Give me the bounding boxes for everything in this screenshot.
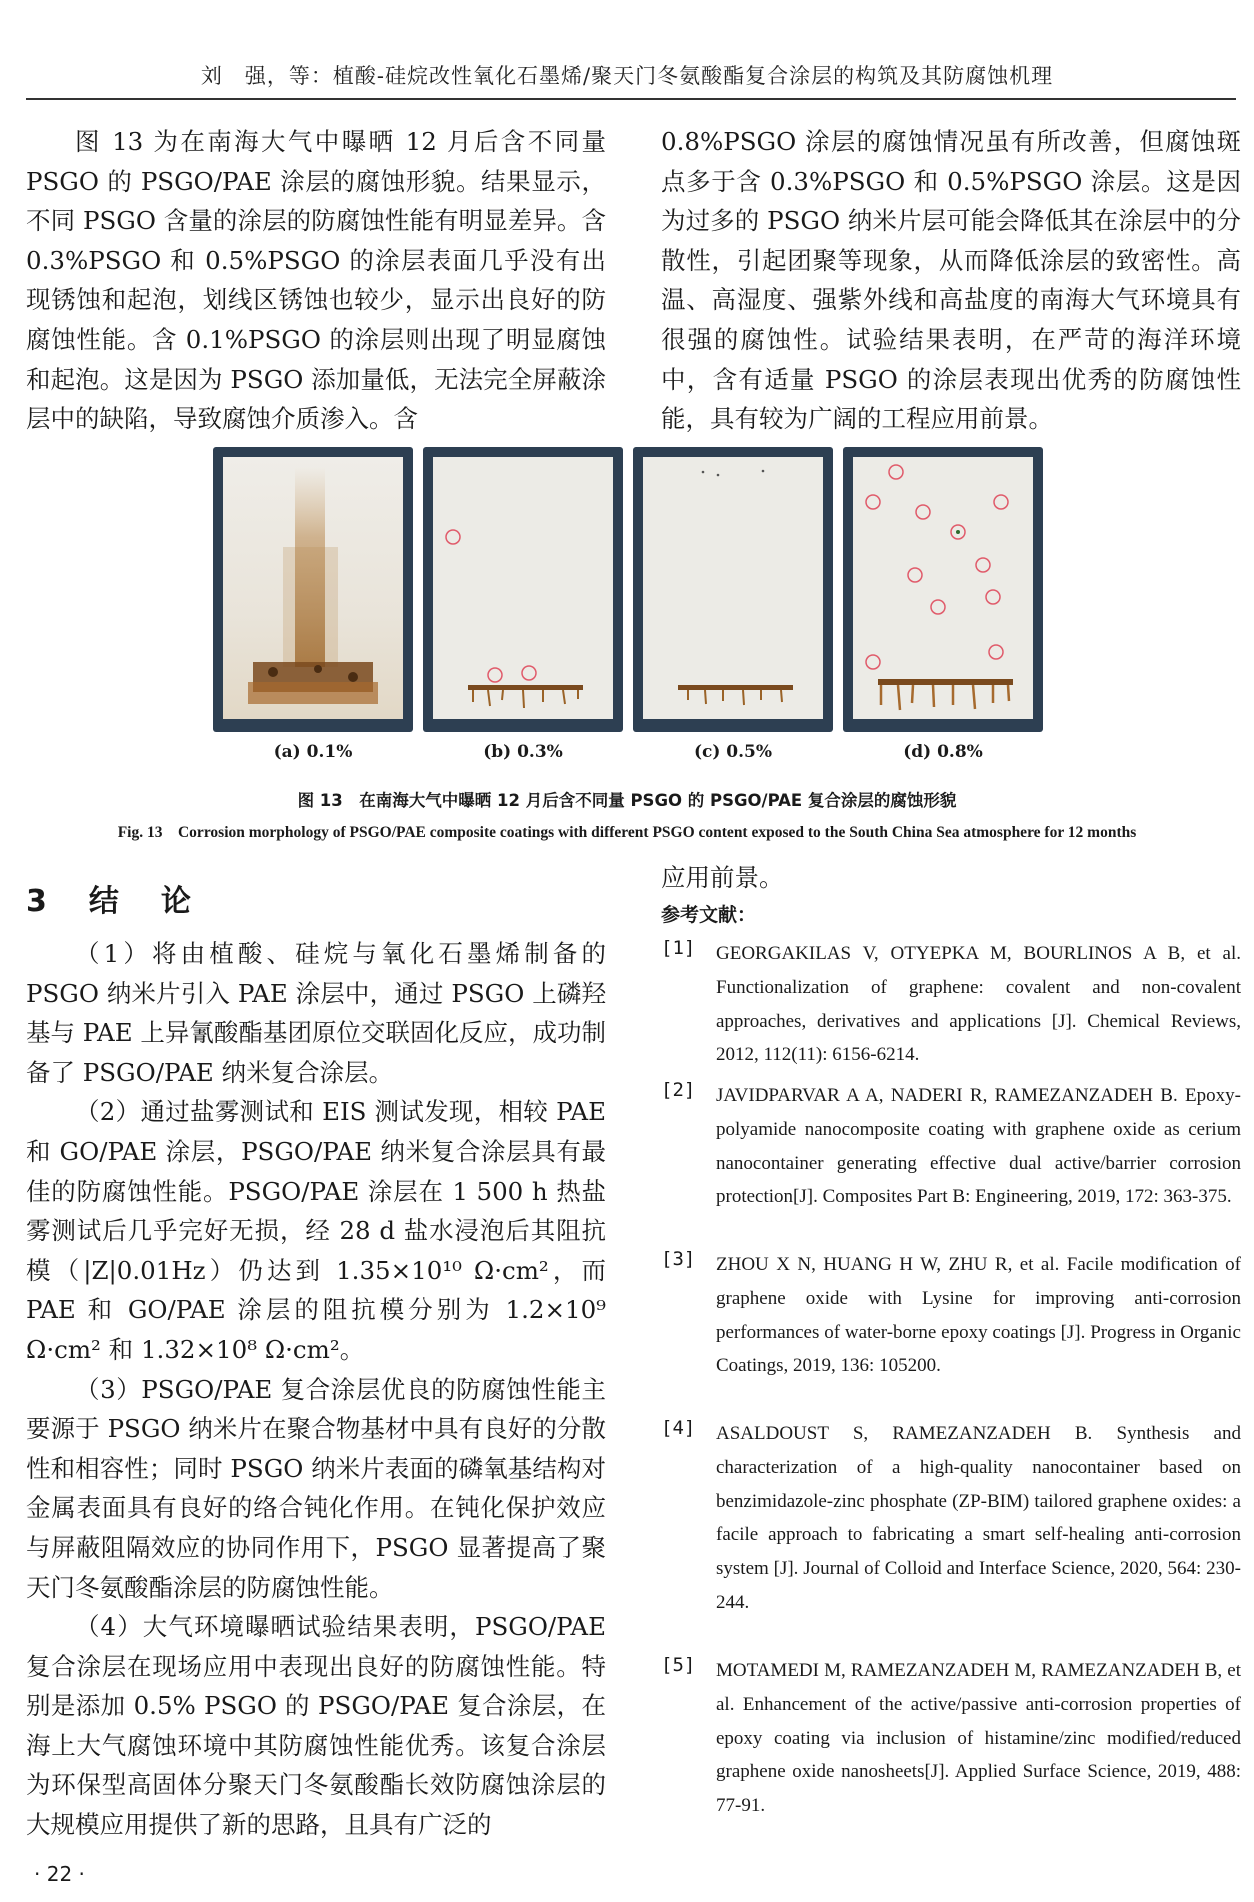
page-number: · 22 · bbox=[34, 1862, 85, 1886]
figure-panel-b bbox=[423, 447, 623, 732]
figure-caption-en: Fig. 13 Corrosion morphology of PSGO/PAE composite coatings with different PSGO content exposed to the South China Sea atmosphere for 12 months bbox=[117, 824, 1137, 841]
corrosion-image-c bbox=[643, 457, 823, 719]
conclusion-item-2: （2）通过盐雾测试和 EIS 测试发现，相较 PAE 和 GO/PAE 涂层，PSGO/PAE 纳米复合涂层具有最佳的防腐蚀性能。PSGO/PAE 涂层在 1 500 h 热盐雾测试后几乎完好无损，经 28 d 盐水浸泡后其阻抗模（|Z|0.01Hz）仍达到 1.35×10¹⁰ Ω·cm²，而 PAE 和 GO/PAE 涂层的阻抗模分别为 1.2×10⁹ Ω·cm² 和 1.32×10⁸ Ω·cm²。 bbox=[26, 1097, 606, 1364]
reference-number: [3] bbox=[661, 1248, 696, 1270]
panel-label-a: (a) 0.1% bbox=[273, 742, 353, 762]
reference-text: ASALDOUST S, RAMEZANZADEH B. Synthesis and characterization of a high-quality nanocontainer based on benzimidazole-zinc phosphate (ZP-BIM) tailored graphene oxides: a facile approach to fabricating a smart self-healing anti-corrosion system [J]. Journal of Colloid and Interface Science, 2020, 564: 230-244. bbox=[716, 1423, 1241, 1613]
conclusion-continuation bbox=[661, 858, 1241, 898]
figure-panel-c bbox=[633, 447, 833, 732]
reference-number: [1] bbox=[661, 937, 696, 959]
right-top-column bbox=[661, 122, 1241, 439]
corrosion-image-b bbox=[433, 457, 613, 719]
panel-label-c: (c) 0.5% bbox=[693, 742, 773, 762]
reference-text: GEORGAKILAS V, OTYEPKA M, BOURLINOS A B, et al. Functionalization of graphene: covalent and non-covalent approaches, derivatives and applications [J]. Chemical Reviews, 2012, 112(11): 6156-6214. bbox=[716, 943, 1241, 1066]
reference-text: JAVIDPARVAR A A, NADERI R, RAMEZANZADEH B. Epoxy-polyamide nanocomposite coating with graphene oxide as cerium nanocontainer generating effective dual active/barrier corrosion protection[J]. Composites Part B: Engineering, 2019, 172: 363-375. bbox=[716, 1085, 1241, 1208]
left-top-column bbox=[26, 122, 606, 439]
reference-number: [2] bbox=[661, 1079, 696, 1101]
conclusion-item-3: （3）PSGO/PAE 复合涂层优良的防腐蚀性能主要源于 PSGO 纳米片在聚合物基材中具有良好的分散性和相容性；同时 PSGO 纳米片表面的磷氧基结构对金属表面具有良好的络合钝化作用。在钝化保护效应与屏蔽阻隔效应的协同作用下，PSGO 显著提高了聚天门冬氨酸酯涂层的防腐蚀性能。 bbox=[26, 1374, 606, 1602]
reference-number: [5] bbox=[661, 1654, 696, 1676]
coating-plate-a bbox=[223, 457, 403, 719]
running-header: 刘 强，等：植酸-硅烷改性氧化石墨烯/聚天门冬氨酸酯复合涂层的构筑及其防腐蚀机理 bbox=[200, 64, 1054, 88]
section-heading-conclusion: 3 结 论 bbox=[26, 884, 197, 919]
paragraph-fig13-continued: 0.8%PSGO 涂层的腐蚀情况虽有所改善，但腐蚀斑点多于含 0.3%PSGO 和 0.5%PSGO 涂层。这是因为过多的 PSGO 纳米片层可能会降低其在涂层中的分散性，引起团聚等现象，从而降低涂层的致密性。高温、高湿度、强紫外线和高盐度的南海大气环境具有很强的腐蚀性。试验结果表明，在严苛的海洋环境中，含有适量 PSGO 的涂层表现出优秀的防腐蚀性能，具有较为广阔的工程应用前景。 bbox=[661, 127, 1241, 434]
figure-panel-d bbox=[843, 447, 1043, 732]
corrosion-image-d bbox=[853, 457, 1033, 719]
conclusion-continuation-text: 应用前景。 bbox=[661, 863, 784, 892]
coating-plate-c bbox=[643, 457, 823, 719]
figure-caption-cn: 图 13 在南海大气中曝晒 12 月后含不同量 PSGO 的 PSGO/PAE 复合涂层的腐蚀形貌 bbox=[297, 791, 957, 810]
conclusion-item-4: （4）大气环境曝晒试验结果表明，PSGO/PAE 复合涂层在现场应用中表现出良好的防腐蚀性能。特别是添加 0.5% PSGO 的 PSGO/PAE 复合涂层，在海上大气腐蚀环境中其防腐蚀性能优秀。该复合涂层为环保型高固体分聚天门冬氨酸酯长效防腐蚀涂层的大规模应用提供了新的思路，且具有广泛的 bbox=[26, 1612, 606, 1840]
panel-label-b: (b) 0.3% bbox=[483, 742, 563, 762]
header-rule bbox=[26, 98, 1236, 100]
reference-number: [4] bbox=[661, 1417, 696, 1439]
coating-plate-d bbox=[853, 457, 1033, 719]
reference-text: MOTAMEDI M, RAMEZANZADEH M, RAMEZANZADEH B, et al. Enhancement of the active/passive anti-corrosion properties of epoxy coating via inclusion of histamine/zinc modified/reduced graphene oxide nanosheets[J]. Applied Surface Science, 2019, 488: 77-91. bbox=[716, 1660, 1241, 1817]
figure-13 bbox=[213, 447, 1243, 764]
figure-panel-a bbox=[213, 447, 413, 732]
conclusion-column bbox=[26, 934, 606, 1845]
corrosion-image-a bbox=[223, 457, 403, 719]
conclusion-item-1: （1）将由植酸、硅烷与氧化石墨烯制备的 PSGO 纳米片引入 PAE 涂层中，通过 PSGO 上磷羟基与 PAE 上异氰酸酯基团原位交联固化反应，成功制备了 PSGO/PAE 纳米复合涂层。 bbox=[26, 939, 606, 1087]
coating-plate-b bbox=[433, 457, 613, 719]
panel-label-d: (d) 0.8% bbox=[903, 742, 983, 762]
references-title: 参考文献： bbox=[661, 904, 757, 926]
paragraph-fig13-intro: 图 13 为在南海大气中曝晒 12 月后含不同量 PSGO 的 PSGO/PAE 涂层的腐蚀形貌。结果显示，不同 PSGO 含量的涂层的防腐蚀性能有明显差异。含 0.3%PSGO 和 0.5%PSGO 的涂层表面几乎没有出现锈蚀和起泡，划线区锈蚀也较少，显示出良好的防腐蚀性能。含 0.1%PSGO 的涂层则出现了明显腐蚀和起泡。这是因为 PSGO 添加量低，无法完全屏蔽涂层中的缺陷，导致腐蚀介质渗入。含 bbox=[26, 127, 606, 434]
reference-text: ZHOU X N, HUANG H W, ZHU R, et al. Facile modification of graphene oxide with Lysine for improving anti-corrosion performances of water-borne epoxy coatings [J]. Progress in Organic Coatings, 2019, 136: 105200. bbox=[716, 1254, 1241, 1377]
